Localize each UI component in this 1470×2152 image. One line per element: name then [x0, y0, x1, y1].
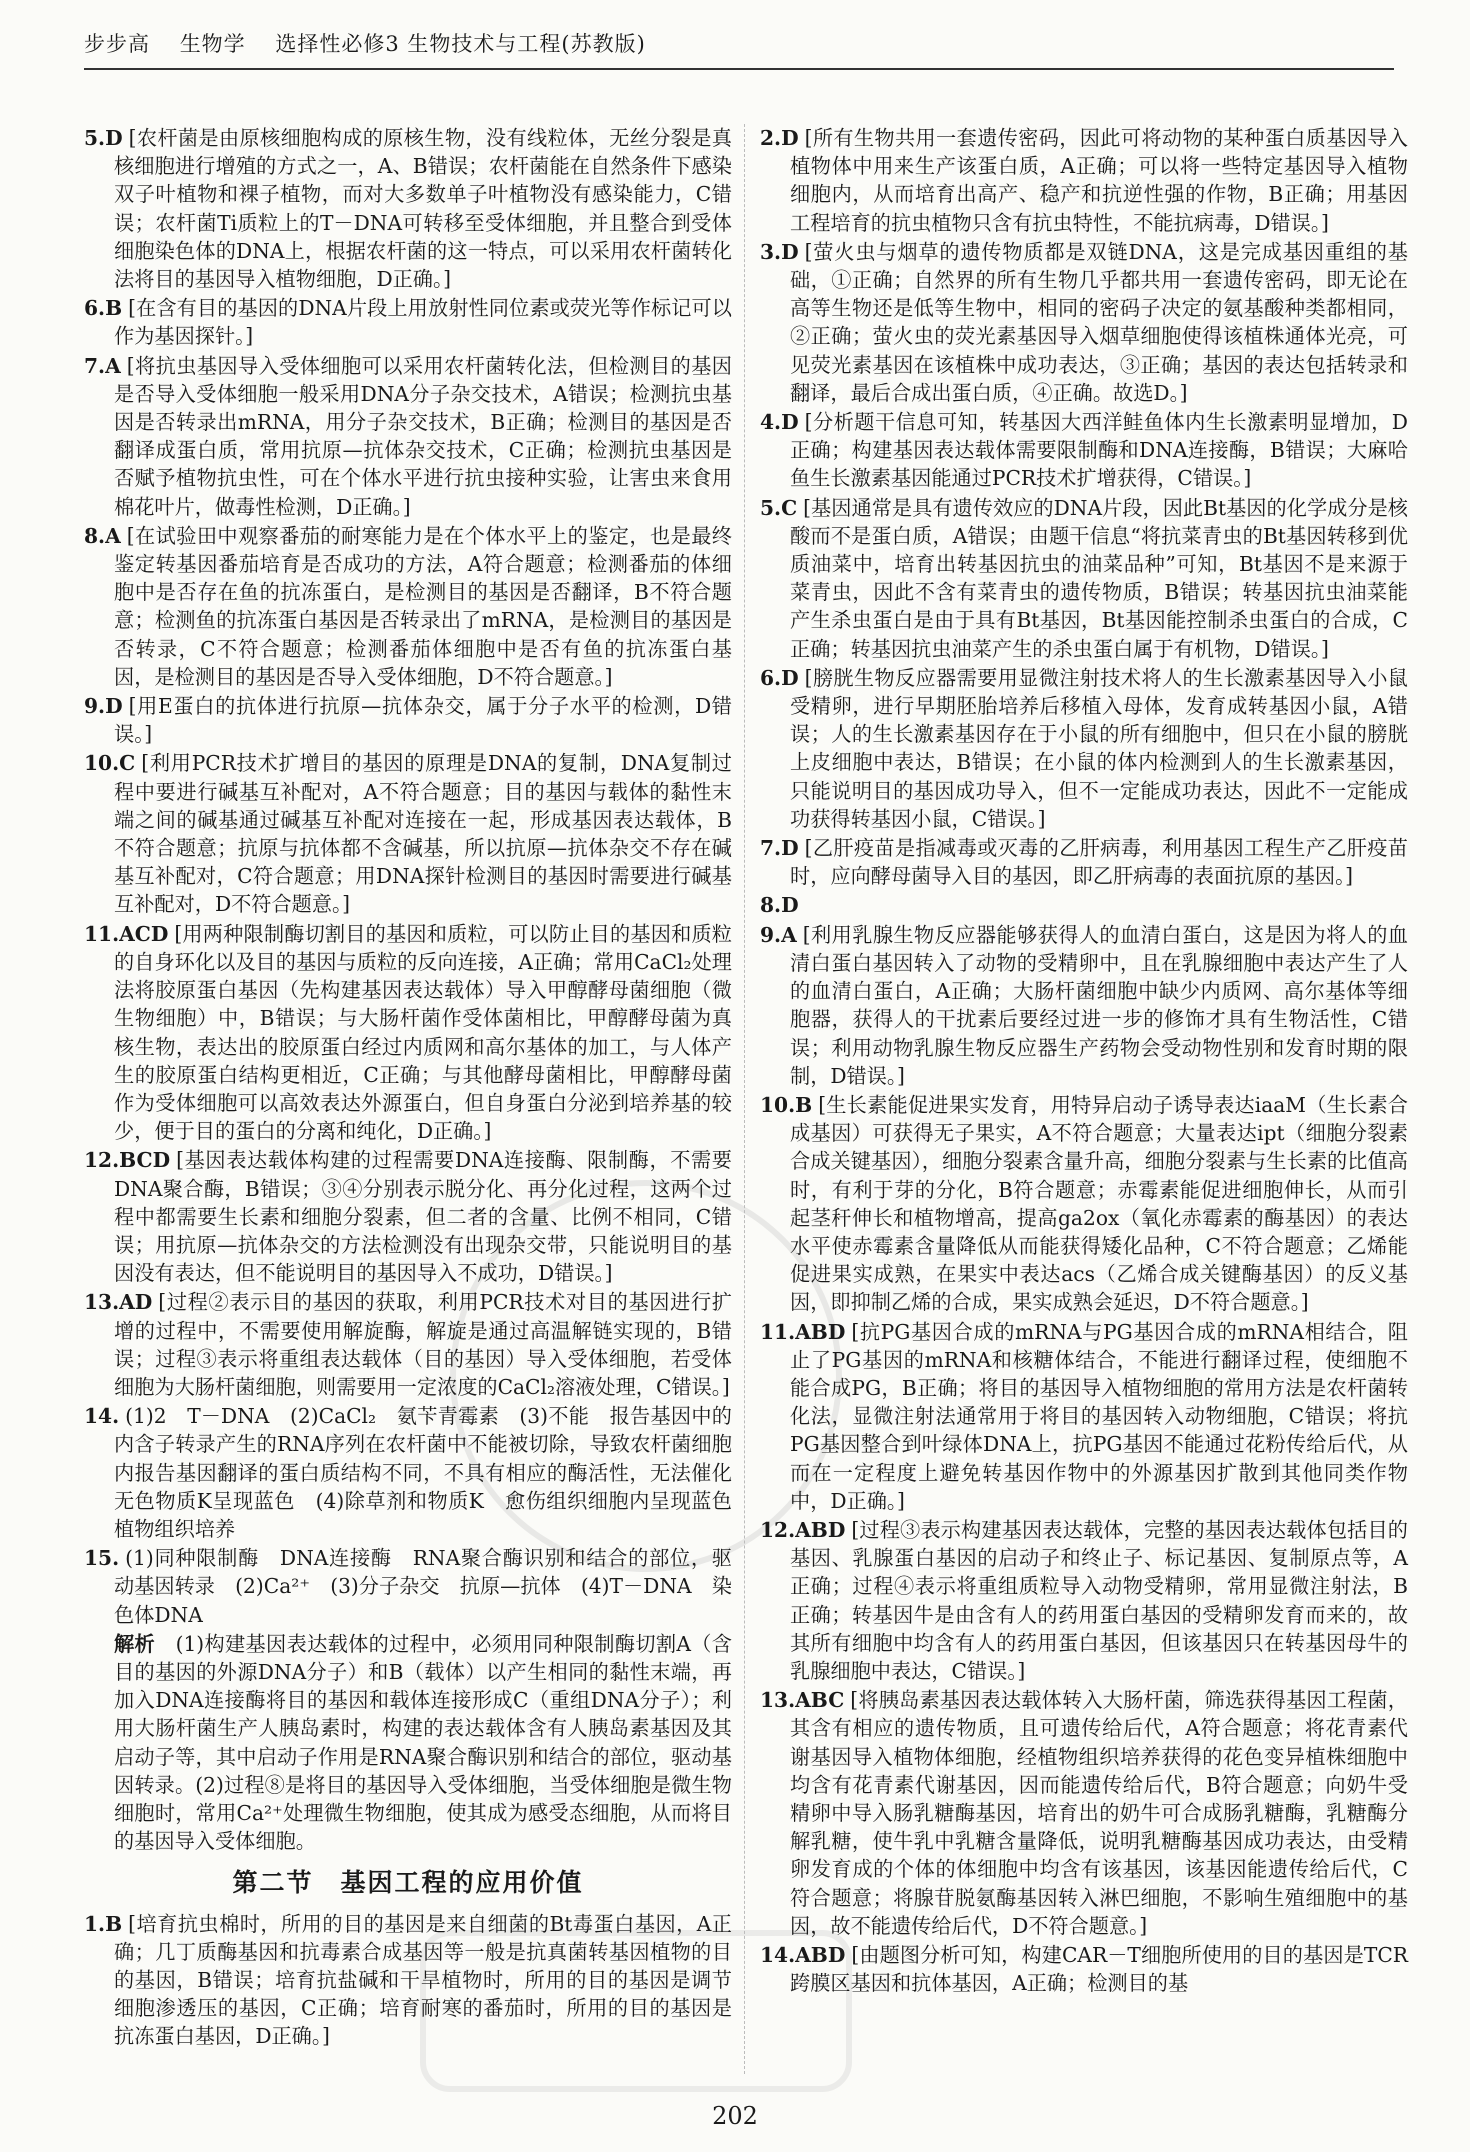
answer-item — [760, 1516, 1408, 1685]
answer-item — [84, 1544, 732, 1629]
answer-item — [760, 1091, 1408, 1317]
answer-number: 10.B — [760, 1092, 813, 1117]
answer-number: 13.ABC — [760, 1688, 845, 1713]
analysis-block — [84, 1630, 732, 1856]
answer-number: 6.D — [760, 665, 799, 690]
answer-text: [生长素能促进果实发育，用特异启动子诱导表达iaaM（生长素合成基因）可获得无子果实，A不符合题意；大量表达ipt（细胞分裂素合成关键基因），细胞分裂素含量升高，细胞分裂素与生长素的比值高时，有利于芽的分化，B符合题意；赤霉素能促进细胞伸长，从而引起茎秆伸长和植物增高，提高ga2ox（氧化赤霉素的酶基因）的表达水平使赤霉素含量降低从而能获得矮化品种，C不符合题意；乙烯能促进果实成熟，在果实中表达acs（乙烯合成关键酶基因）的反义基因，即抑制乙烯的合成，果实成熟会延迟，D不符合题意。] — [790, 1092, 1408, 1315]
answer-text: [基因通常是具有遗传效应的DNA片段，因此Bt基因的化学成分是核酸而不是蛋白质，A错误；由题干信息“将抗菜青虫的Bt基因转移到优质油菜中，培育出转基因抗虫的油菜品种”可知，Bt基因不是来源于菜青虫，因此不含有菜青虫的遗传物质，B错误；转基因抗虫油菜能产生杀虫蛋白是由于具有Bt基因，Bt基因能控制杀虫蛋白的合成，C正确；转基因抗虫油菜产生的杀虫蛋白属于有机物，D错误。] — [790, 495, 1408, 661]
header-book: 选择性必修3 生物技术与工程(苏教版) — [275, 32, 646, 56]
header-subject: 生物学 — [179, 32, 246, 56]
answer-item — [760, 1318, 1408, 1515]
answer-item — [84, 920, 732, 1146]
header-series: 步步高 — [84, 32, 150, 56]
answer-text: (1)同种限制酶 DNA连接酶 RNA聚合酶识别和结合的部位，驱动基因转录 (2)Ca²⁺ (3)分子杂交 抗原—抗体 (4)T－DNA 染色体DNA — [114, 1546, 732, 1627]
answer-number: 5.C — [760, 495, 798, 520]
left-answer-list — [84, 124, 753, 1629]
answer-item — [760, 1941, 1408, 1997]
answer-item — [84, 352, 732, 521]
answer-number: 14. — [84, 1404, 120, 1429]
answer-text: [膀胱生物反应器需要用显微注射技术将人的生长激素基因导入小鼠受精卵，进行早期胚胎培养后移植入母体，发育成转基因小鼠，A错误；人的生长激素基因存在于小鼠的所有细胞中，但只在小鼠的膀胱上皮细胞中表达，B错误；在小鼠的体内检测到人的生长激素基因，只能说明目的基因成功导入，但不一定能成功表达，因此不一定能成功获得转基因小鼠，C错误。] — [790, 665, 1408, 831]
answer-item — [84, 1910, 732, 2051]
answer-item — [760, 1686, 1408, 1940]
answer-item — [84, 294, 732, 350]
section-answer-list — [84, 1910, 732, 2051]
answer-text: [利用PCR技术扩增目的基因的原理是DNA的复制，DNA复制过程中要进行碱基互补配对，A不符合题意；目的基因与载体的黏性末端之间的碱基通过碱基互补配对连接在一起，形成基因表达载体，B不符合题意；抗原与抗体都不含碱基，所以抗原—抗体杂交不存在碱基互补配对，C符合题意；用DNA探针检测目的基因时需要进行碱基互补配对，D不符合题意。] — [114, 751, 732, 917]
answer-number: 6.B — [84, 296, 123, 321]
answer-text: [将胰岛素基因表达载体转入大肠杆菌，筛选获得基因工程菌，其含有相应的遗传物质，且可遗传给后代，A符合题意；将花青素代谢基因导入植物体细胞，经植物组织培养获得的花色变异植株细胞中均含有花青素代谢基因，因而能遗传给后代，B符合题意；向奶牛受精卵中导入肠乳糖酶基因，培育出的奶牛可合成肠乳糖酶，乳糖酶分解乳糖，使牛乳中乳糖含量降低，说明乳糖酶基因成功表达，由受精卵发育成的个体的体细胞中均含有该基因，该基因能遗传给后代，C符合题意；将腺苷脱氨酶基因转入淋巴细胞，不影响生殖细胞中的基因，故不能遗传给后代，D不符合题意。] — [790, 1688, 1408, 1938]
answer-item — [84, 1288, 732, 1401]
answer-item — [760, 408, 1408, 493]
answer-text: [农杆菌是由原核细胞构成的原核生物，没有线粒体，无丝分裂是真核细胞进行增殖的方式之一，A、B错误；农杆菌能在自然条件下感染双子叶植物和裸子植物，而对大多数单子叶植物没有感染能力，C错误；农杆菌Ti质粒上的T－DNA可转移至受体细胞，并且整合到受体细胞染色体的DNA上，根据农杆菌的这一特点，可以采用农杆菌转化法将目的基因导入植物细胞，D正确。] — [114, 126, 732, 292]
answer-number: 9.A — [760, 922, 797, 947]
answer-text: [过程③表示构建基因表达载体，完整的基因表达载体包括目的基因、乳腺蛋白基因的启动子和终止子、标记基因、复制原点等，A正确；过程④表示将重组质粒导入动物受精卵，常用显微注射法，B正确；转基因牛是由含有人的药用蛋白基因的受精卵发育而来的，故其所有细胞中均含有人的药用蛋白基因，但该基因只在转基因母牛的乳腺细胞中表达，C错误。] — [790, 1517, 1408, 1683]
page-number: 202 — [712, 2102, 758, 2130]
answer-item — [760, 921, 1408, 1090]
answer-text: [萤火虫与烟草的遗传物质都是双链DNA，这是完成基因重组的基础，①正确；自然界的所有生物几乎都共用一套遗传密码，即无论在高等生物还是低等生物中，相同的密码子决定的氨基酸种类都相同，②正确；萤火虫的荧光素基因导入烟草细胞使得该植株通体光亮，可见荧光素基因在该植株中成功表达，③正确；基因的表达包括转录和翻译，最后合成出蛋白质，④正确。故选D。] — [790, 239, 1408, 405]
answer-number: 13.AD — [84, 1290, 153, 1315]
answer-number: 14.ABD — [760, 1943, 846, 1967]
section-title: 第二节 基因工程的应用价值 — [232, 1868, 584, 1898]
answer-text: [乙肝疫苗是指减毒或灭毒的乙肝病毒，利用基因工程生产乙肝疫苗时，应向酵母菌导入目的基因，即乙肝病毒的表面抗原的基因。] — [790, 836, 1408, 889]
answer-item — [84, 749, 732, 918]
answer-text: [由题图分析可知，构建CAR－T细胞所使用的目的基因是TCR跨膜区基因和抗体基因，A正确；检测目的基 — [790, 1943, 1408, 1996]
answer-item — [760, 891, 1408, 919]
right-answer-list — [760, 124, 1408, 1997]
answer-text: [所有生物共用一套遗传密码，因此可将动物的某种蛋白质基因导入植物体中用来生产该蛋白质，A正确；可以将一些特定基因导入植物细胞内，从而培育出高产、稳产和抗逆性强的作物，B正确；用基因工程培育的抗虫植物只含有抗虫特性，不能抗病毒，D错误。] — [790, 126, 1408, 235]
answer-number: 2.D — [760, 126, 799, 150]
answer-item — [760, 834, 1408, 890]
answer-number: 8.D — [760, 893, 799, 918]
page-header — [84, 28, 1394, 70]
answer-item — [760, 124, 1408, 237]
answer-number: 10.C — [84, 751, 136, 776]
answer-number: 4.D — [760, 410, 799, 435]
answer-item — [84, 692, 732, 748]
answer-text: [基因表达载体构建的过程需要DNA连接酶、限制酶，不需要DNA聚合酶，B错误；③④分别表示脱分化、再分化过程，这两个过程中都需要生长素和细胞分裂素，但二者的含量、比例不相同，C错误；用抗原—抗体杂交的方法检测没有出现杂交带，只能说明目的基因没有表达，但不能说明目的基因导入不成功，D错误。] — [114, 1148, 732, 1286]
answer-text: [过程②表示目的基因的获取，利用PCR技术对目的基因进行扩增的过程中，不需要使用解旋酶，解旋是通过高温解链实现的，B错误；过程③表示将重组表达载体（目的基因）导入受体细胞，若受体细胞为大肠杆菌细胞，则需要用一定浓度的CaCl₂溶液处理，C错误。] — [114, 1290, 732, 1399]
answer-text: [在试验田中观察番茄的耐寒能力是在个体水平上的鉴定，也是最终鉴定转基因番茄培育是否成功的方法，A符合题意；检测番茄的体细胞中是否存在鱼的抗冻蛋白，是检测目的基因是否翻译，B不符合题意；检测鱼的抗冻蛋白基因是否转录出了mRNA，是检测目的基因是否转录，C不符合题意；检测番茄体细胞中是否有鱼的抗冻蛋白基因，是检测目的基因是否导入受体细胞，D不符合题意。] — [114, 523, 732, 689]
answer-text: [用E蛋白的抗体进行抗原—抗体杂交，属于分子水平的检测，D错误。] — [114, 694, 732, 747]
answer-number: 3.D — [760, 239, 799, 264]
answer-item — [84, 124, 732, 293]
answer-text: [抗PG基因合成的mRNA与PG基因合成的mRNA相结合，阻止了PG基因的mRNA和核糖体结合，不能进行翻译过程，使细胞不能合成PG，B正确；将目的基因导入植物细胞的常用方法是农杆菌转化法，显微注射法通常用于将目的基因转入动物细胞，C错误；将抗PG基因整合到叶绿体DNA上，抗PG基因不能通过花粉传给后代，从而在一定程度上避免转基因作物中的外源基因扩散到其他同类作物中，D正确。] — [790, 1319, 1408, 1513]
answer-text: [在含有目的基因的DNA片段上用放射性同位素或荧光等作标记可以作为基因探针。] — [114, 296, 732, 349]
answer-item — [84, 1146, 732, 1287]
answer-item — [84, 522, 732, 691]
analysis-text: (1)构建基因表达载体的过程中，必须用同种限制酶切割A（含目的基因的外源DNA分子）和B（载体）以产生相同的黏性末端，再加入DNA连接酶将目的基因和载体连接形成C（重组DNA分子）；利用大肠杆菌生产人胰岛素时，构建的表达载体含有人胰岛素基因及其启动子等，其中启动子作用是RNA聚合酶识别和结合的部位，驱动基因转录。(2)过程⑧是将目的基因导入受体细胞，当受体细胞是微生物细胞时，常用Ca²⁺处理微生物细胞，使其成为感受态细胞，从而将目的基因导入受体细胞。 — [114, 1631, 732, 1854]
answer-number: 8.A — [84, 523, 121, 548]
answer-text: [分析题干信息可知，转基因大西洋鲑鱼体内生长激素明显增加，D正确；构建基因表达载体需要限制酶和DNA连接酶，B错误；大麻哈鱼生长激素基因能通过PCR技术扩增获得，C错误。] — [790, 410, 1408, 491]
answer-item — [84, 1402, 753, 1543]
answer-number: 12.BCD — [84, 1148, 171, 1173]
answer-text: [用两种限制酶切割目的基因和质粒，可以防止目的基因和质粒的自身环化以及目的基因与质粒的反向连接，A正确；常用CaCl₂处理法将胶原蛋白基因（先构建基因表达载体）导入甲醇酵母菌细胞（微生物细胞）中，B错误；与大肠杆菌作受体菌相比，甲醇酵母菌为真核生物，表达出的胶原蛋白经过内质网和高尔基体的加工，与人体产生的胶原蛋白结构更相近，C正确；与其他酵母菌相比，甲醇酵母菌作为受体细胞可以高效表达外源蛋白，但自身蛋白分泌到培养基的较少，便于目的蛋白的分离和纯化，D正确。] — [114, 921, 732, 1144]
answer-item — [760, 664, 1408, 833]
answer-item — [760, 494, 1408, 663]
answer-number: 7.D — [760, 836, 799, 861]
answer-number: 11.ABD — [760, 1319, 846, 1344]
column-divider — [744, 124, 745, 2074]
right-column — [760, 124, 1408, 2064]
answer-text: (1)2 T－DNA (2)CaCl₂ 氨苄青霉素 (3)不能 报告基因中的内含子转录产生的RNA序列在农杆菌中不能被切除，导致农杆菌细胞内报告基因翻译的蛋白质结构不同，不具有相应的酶活性，无法催化无色物质K呈现蓝色 (4)除草剂和物质K 愈伤组织细胞内呈现蓝色 植物组织培养 — [114, 1404, 753, 1541]
answer-number: 15. — [84, 1546, 120, 1571]
answer-number: 11.ACD — [84, 921, 169, 946]
answer-number: 9.D — [84, 694, 123, 719]
analysis-label: 解析 — [114, 1631, 156, 1656]
answer-text: [将抗虫基因导入受体细胞可以采用农杆菌转化法，但检测目的基因是否导入受体细胞一般采用DNA分子杂交技术，A错误；检测抗虫基因是否转录出mRNA，用分子杂交技术，B正确；检测目的基因是否翻译成蛋白质，常用抗原—抗体杂交技术，C正确；检测抗虫基因是否赋予植物抗虫性，可在个体水平进行抗虫接种实验，让害虫来食用棉花叶片，做毒性检测，D正确。] — [114, 353, 732, 519]
answer-item — [760, 238, 1408, 407]
answer-number: 1.B — [84, 1911, 123, 1936]
answer-number: 5.D — [84, 126, 123, 150]
answer-number: 12.ABD — [760, 1517, 846, 1542]
answer-number: 7.A — [84, 353, 121, 378]
left-column — [84, 124, 753, 2064]
answer-text: [培育抗虫棉时，所用的目的基因是来自细菌的Bt毒蛋白基因，A正确；几丁质酶基因和抗毒素合成基因等一般是抗真菌转基因植物的目的基因，B错误；培育抗盐碱和干旱植物时，所用的目的基因是调节细胞渗透压的基因，C正确；培育耐寒的番茄时，所用的目的基因是抗冻蛋白基因，D正确。] — [114, 1911, 732, 2049]
answer-text: [利用乳腺生物反应器能够获得人的血清白蛋白，这是因为将人的血清白蛋白基因转入了动物的受精卵中，且在乳腺细胞中表达产生了人的血清白蛋白，A正确；大肠杆菌细胞中缺少内质网、高尔基体等细胞器，获得人的干扰素后要经过进一步的修饰才具有生物活性，C错误；利用动物乳腺生物反应器生产药物会受动物性别和发育时期的限制，D错误。] — [790, 922, 1408, 1088]
